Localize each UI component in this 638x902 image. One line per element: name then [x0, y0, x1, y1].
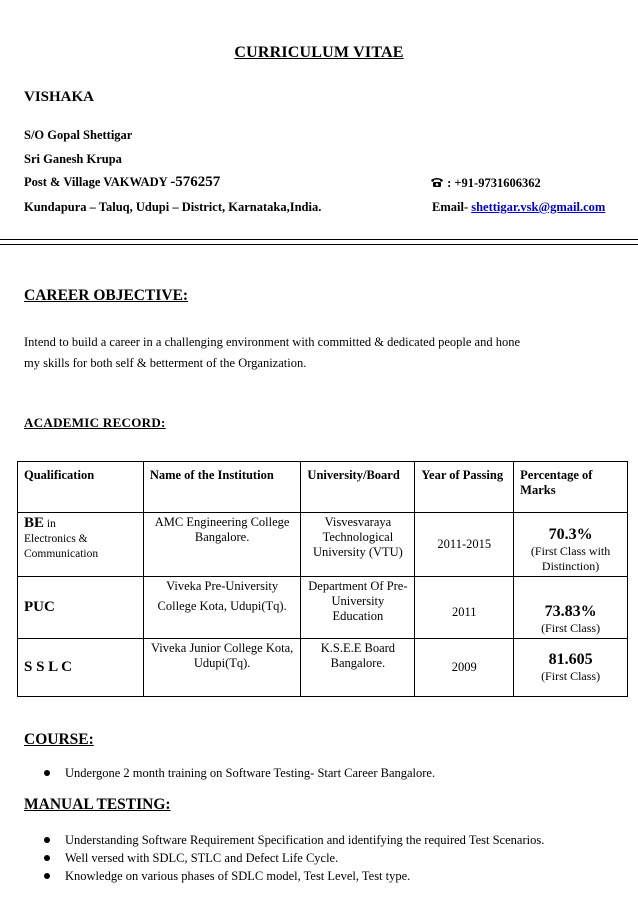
percentage-value: 70.3% [548, 526, 593, 543]
qualification-name: PUC [24, 599, 55, 615]
table-row [18, 513, 628, 577]
percentage-class: (First Class with Distinction) [530, 544, 611, 573]
email-link[interactable]: shettigar.vsk@gmail.com [471, 200, 606, 214]
column-header-university: University/Board [301, 462, 415, 513]
email-contact [432, 200, 605, 215]
column-header-year: Year of Passing [415, 462, 514, 513]
year-cell: 2011-2015 [415, 513, 514, 577]
career-objective-line-2: my skills for both self & betterment of the Organization. [24, 356, 307, 370]
pin-code: -576257 [170, 174, 221, 190]
address-line-3 [24, 174, 220, 191]
table-header-row [18, 462, 628, 513]
list-item [24, 764, 435, 782]
university-cell: Visvesvaraya Technological University (VTU) [301, 513, 415, 577]
course-list [24, 764, 435, 782]
bullet-icon [44, 873, 50, 879]
percentage-cell [514, 639, 628, 697]
career-objective-line-1: Intend to build a career in a challenging environment with committed & dedicated people and hone [24, 335, 521, 349]
academic-record-heading: ACADEMIC RECORD: [24, 415, 166, 430]
address-line-1: S/O Gopal Shettigar [24, 128, 133, 142]
institution-line-1: Viveka Pre-University [166, 579, 279, 593]
list-item [24, 831, 544, 849]
column-header-percentage: Percentage of Marks [514, 462, 628, 513]
institution-cell: AMC Engineering College Bangalore. [143, 513, 301, 577]
career-objective-heading: CAREER OBJECTIVE: [24, 287, 189, 304]
qualification-branch: Electronics & Communication [24, 533, 99, 560]
academic-record-table [17, 461, 628, 697]
manual-testing-heading: MANUAL TESTING: [24, 796, 171, 813]
manual-testing-list [24, 831, 544, 885]
phone-number: : +91-9731606362 [447, 176, 541, 190]
institution-line-2: College Kota, Udupi(Tq). [157, 599, 287, 613]
qualification-name: BE [24, 515, 45, 531]
table-row [18, 639, 628, 697]
phone-contact [430, 176, 541, 191]
address-line-2: Sri Ganesh Krupa [24, 152, 122, 166]
qualification-cell [18, 639, 144, 697]
candidate-name: VISHAKA [24, 89, 95, 105]
column-header-institution: Name of the Institution [143, 462, 301, 513]
institution-cell [143, 577, 301, 639]
list-item-text: Undergone 2 month training on Software Testing- Start Career Bangalore. [65, 766, 436, 780]
village-text: Post & Village VAKWADY [24, 175, 171, 189]
percentage-cell [514, 577, 628, 639]
year-cell: 2011 [415, 577, 514, 639]
list-item [24, 849, 544, 867]
qualification-cell [18, 577, 144, 639]
percentage-class: (First Class) [541, 669, 601, 683]
bullet-icon [44, 855, 50, 861]
document-title: CURRICULUM VITAE [234, 44, 404, 61]
telephone-icon [430, 176, 447, 190]
percentage-cell [514, 513, 628, 577]
address-line-4: Kundapura – Taluq, Udupi – District, Karnataka,India. [24, 200, 322, 214]
year-cell: 2009 [415, 639, 514, 697]
percentage-class: (First Class) [541, 621, 601, 635]
percentage-value: 81.605 [548, 651, 593, 668]
qualification-cell [18, 513, 144, 577]
list-item-text: Knowledge on various phases of SDLC model, Test Level, Test type. [65, 869, 411, 883]
percentage-value: 73.83% [544, 603, 597, 620]
university-cell: Department Of Pre-University Education [301, 577, 415, 639]
career-objective-text [24, 332, 584, 374]
email-label: Email- [432, 200, 472, 214]
qualification-name: S S L C [24, 659, 72, 675]
bullet-icon [44, 837, 50, 843]
list-item-text: Well versed with SDLC, STLC and Defect Life Cycle. [65, 851, 339, 865]
list-item-text: Understanding Software Requirement Specification and identifying the required Test Scenarios. [65, 833, 545, 847]
table-row [18, 577, 628, 639]
course-heading: COURSE: [24, 731, 94, 748]
column-header-qualification: Qualification [18, 462, 144, 513]
institution-cell: Viveka Junior College Kota, Udupi(Tq). [143, 639, 301, 697]
header-divider-thick [0, 239, 638, 240]
university-cell: K.S.E.E Board Bangalore. [301, 639, 415, 697]
bullet-icon [44, 770, 50, 776]
header-divider-thin [0, 244, 638, 245]
qualification-suffix: in [44, 518, 56, 530]
list-item [24, 867, 544, 885]
